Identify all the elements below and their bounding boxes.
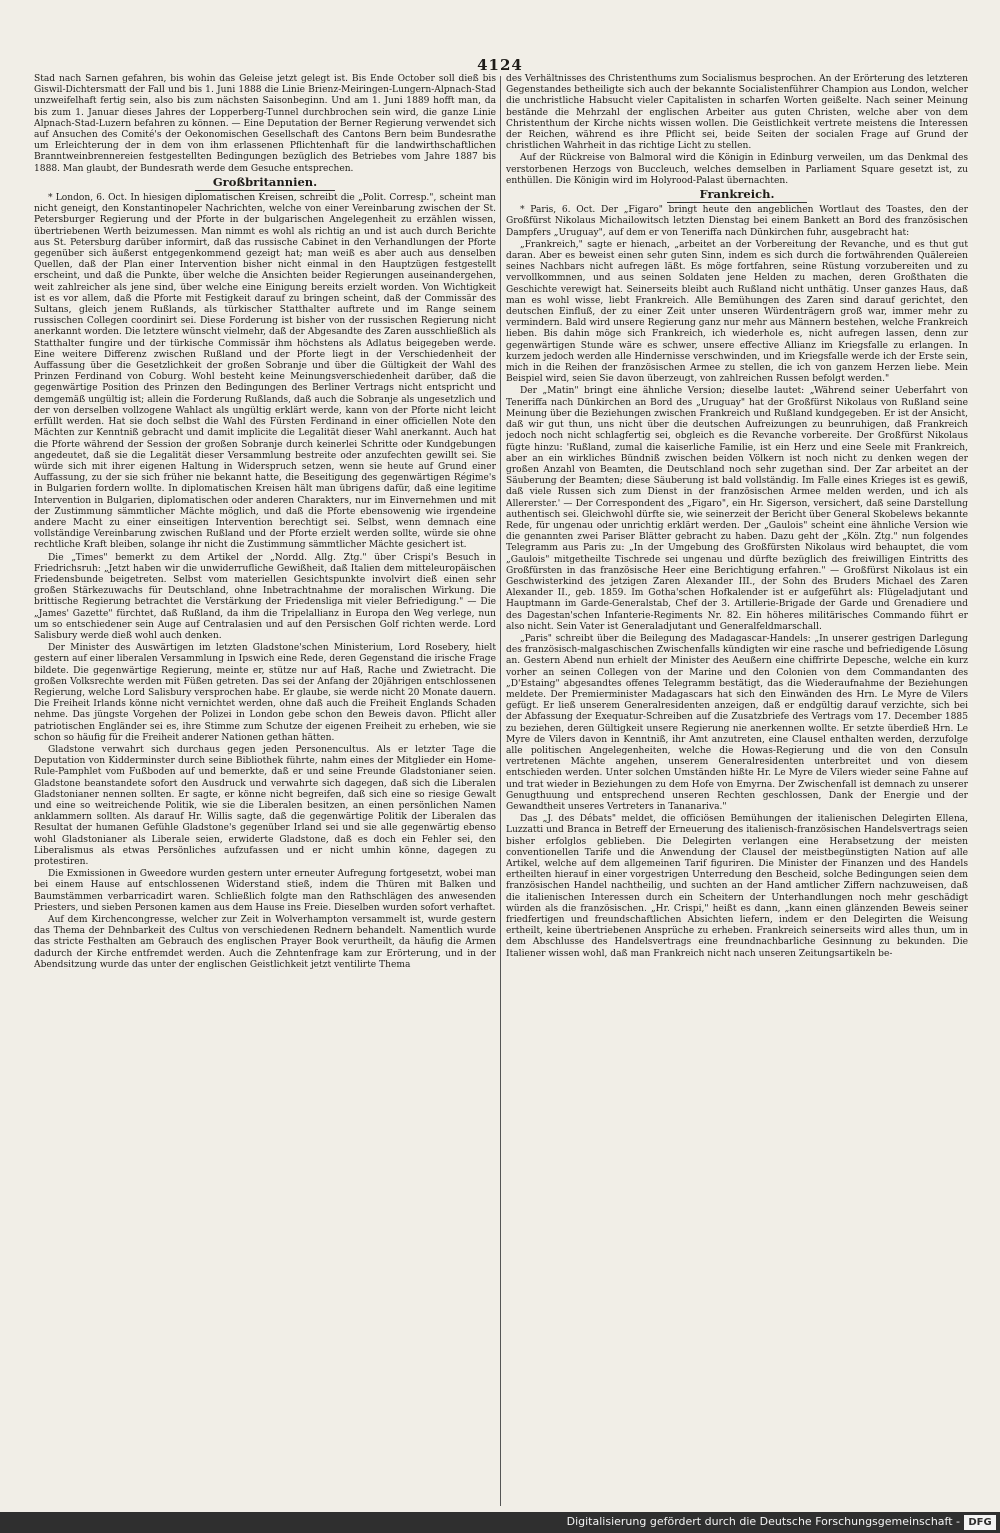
article-paragraph: des Verhältnisses des Christenthums zum Socialismus besprochen. An der Erörterung des letzteren Gegenstandes betheiligte sich auch der bekannte Socialistenführer Champion aus London, welcher die unchristliche Habsucht vieler Capitalisten in scharfen Worten geißelte. Nach seiner Meinung bestände die Mehrzahl der englischen Arbeiter aus guten Christen, welche aber von dem Christenthum der Kirche nichts wissen wollen. Die Geistlichkeit vertrete meistens die Interessen der Reichen, während es ihre Pflicht sei, beide Seiten der socialen Frage auf Grund der christlichen Wahrheit in das richtige Licht zu stellen.	[506, 74, 968, 152]
article-paragraph: Die „Times" bemerkt zu dem Artikel der „Nordd. Allg. Ztg." über Crispi's Besuch in Friedrichsruh: „Jetzt haben wir die unwiderrufliche Gewißheit, daß Italien dem mitteleuropäischen Friedensbunde beigetreten. Selbst vom materiellen Gesichtspunkte involvirt dieß einen sehr großen Stärkezuwachs für Deutschland, ohne Inbetrachtnahme der moralischen Wirkung. Die brittische Regierung betrachtet die Verstärkung der Friedensliga mit vieler Befriedigung." — Die „James' Gazette" fürchtet, daß Rußland, da ihm die Tripelallianz in Europa den Weg verlege, nun um so entschiedener sein Auge auf Centralasien und auf den Persischen Golf richten werde. Lord Salisbury werde dieß wohl auch denken.	[34, 552, 496, 641]
section-rule	[195, 190, 335, 191]
page-number: 4124	[477, 56, 523, 74]
article-paragraph: Stad nach Sarnen gefahren, bis wohin das Geleise jetzt gelegt ist. Bis Ende October soll dieß bis Giswil-Dichtersmatt der Fall und bis 1. Juni 1888 die Linie Brienz-Meiringen-Lungern-Alpnach-Stad unzweifelhaft fertig sein, also bis zum nächsten Saisonbeginn. Und am 1. Juni 1889 hofft man, da bis zum 1. Januar dieses Jahres der Lopperberg-Tunnel durchbrochen sein wird, die ganze Linie Alpnach-Stad-Luzern befahren zu können. — Eine Deputation der Berner Regierung verwendet sich auf Ansuchen des Comité's der Oekonomischen Gesellschaft des Cantons Bern beim Bundesrathe um Erleichterung der in dem von ihm erlassenen Pflichtenhaft für die landwirthschaftlichen Branntweinbrennereien festgestellten Bedingungen bezüglich des Betriebes vom Jahre 1887 bis 1888. Man glaubt, der Bundesrath werde dem Gesuche entsprechen.	[34, 74, 496, 174]
section-rule	[667, 202, 807, 203]
article-paragraph: * London, 6. Oct. In hiesigen diplomatischen Kreisen, schreibt die „Polit. Corresp.", scheint man nicht geneigt, den Konstantinopeler Nachrichten, welche von einer Vereinbarung zwischen der St. Petersburger Regierung und der Pforte in der bulgarischen Angelegenheit zu erzählen wissen, übertriebenen Werth beizumessen. Man nimmt es wohl als richtig an und ist auch durch Berichte aus St. Petersburg darüber informirt, daß das russische Cabinet in den Verhandlungen der Pforte gegenüber sich äußerst entgegenkommend gezeigt hat; man weiß es aber auch aus denselben Quellen, daß der Plan einer Intervention bisher nicht einmal in den Hauptzügen festgestellt erscheint, und daß die Punkte, über welche die Ansichten beider Regierungen auseinandergehen, weit zahlreicher als jene sind, über welche eine Einigung bereits erzielt worden. Von Wichtigkeit ist es vor allem, daß die Pforte mit Festigkeit darauf zu bringen scheint, daß der Commissär des Sultans, gleich jenem Rußlands, als türkischer Statthalter auftrete und im Range seinem russischen Collegen coordinirt sei. Diese Forderung ist bisher von der russischen Regierung nicht anerkannt worden. Die letztere wünscht vielmehr, daß der Abgesandte des Zaren ausschließlich als Statthalter fungire und der türkische Commissär ihm höchstens als Adlatus beigegeben werde. Eine weitere Differenz zwischen Rußland und der Pforte liegt in der Verschiedenheit der Auffassung über die Gesetzlichkeit der großen Sobranje und über die Gültigkeit der Wahl des Prinzen Ferdinand von Coburg. Wohl besteht keine Meinungsverschiedenheit darüber, daß die gegenwärtige Position des Prinzen den Bedingungen des Berliner Vertrags nicht entspricht und demgemäß ungültig ist; allein die Forderung Rußlands, daß auch die Sobranje als ungesetzlich und der von derselben vollzogene Wahlact als ungültig erklärt werde, kann von der Pforte nicht leicht erfüllt werden. Hat sie doch selbst die Wahl des Fürsten Ferdinand in einer officiellen Note den Mächten zur Kenntniß gebracht und damit implicite die Legalität dieser Wahl anerkannt. Auch hat die Pforte während der Session der großen Sobranje durch keinerlei Schritte oder Kundgebungen angedeutet, daß sie die Legalität dieser Versammlung bestreite oder anzufechten gewillt sei. Sie würde sich mit ihrer eigenen Haltung in Widerspruch setzen, wenn sie heute auf Grund einer Auffassung, zu der sie sich früher nie bekannt hatte, die Beseitigung des gegenwärtigen Régime's in Bulgarien fordern wollte. In diplomatischen Kreisen hält man übrigens dafür, daß eine legitime Intervention in Bulgarien, diplomatischen oder anderen Charakters, nur im Einvernehmen und mit der Zustimmung sämmtlicher Mächte möglich, und daß die Pforte ebensowenig wie irgendeine andere Macht zu einer einseitigen Intervention berechtigt sei. Selbst, wenn demnach eine vollständige Vereinbarung zwischen Rußland und der Pforte erzielt werden sollte, würde sie ohne rechtliche Kraft bleiben, solange ihr nicht die Zustimmung sämmtlicher Mächte gesichert ist.	[34, 193, 496, 551]
article-paragraph: „Frankreich," sagte er hienach, „arbeitet an der Vorbereitung der Revanche, und es thut gut daran. Aber es beweist einen sehr guten Sinn, indem es sich durch die fortwährenden Quälereien seines Nachbars nicht aufregen läßt. Es möge fortfahren, seine Rüstung vorzubereiten und zu vervollkommnen, und aus seinen Soldaten jene Helden zu machen, deren Großthaten die Geschichte verewigt hat. Seinerseits bleibt auch Rußland nicht unthätig. Unser ganzes Haus, daß man es wohl wisse, liebt Frankreich. Alle Bemühungen des Zaren sind darauf gerichtet, den deutschen Einfluß, der zu einer Zeit unter unseren Würdenträgern groß war, immer mehr zu vermindern. Bald wird unsere Regierung ganz nur mehr aus Männern bestehen, welche Frankreich lieben. Bis dahin möge sich Frankreich, ich wiederhole es, nicht aufregen lassen, denn zur gegenwärtigen Stunde wäre es schwer, unsere effective Allianz im Kriegsfalle zu erlangen. In kurzem jedoch werden alle Hindernisse verschwinden, und im Kriegsfalle werde ich der Erste sein, mich in die Reihen der französischen Armee zu stellen, die ich von ganzem Herzen liebe. Mein Beispiel wird, seien Sie davon überzeugt, von zahlreichen Russen befolgt werden."	[506, 239, 968, 385]
article-paragraph: Gladstone verwahrt sich durchaus gegen jeden Personencultus. Als er letzter Tage die Deputation von Kidderminster durch seine Bibliothek führte, nahm eines der Mitglieder ein Home-Rule-Pamphlet vom Fußboden auf und bemerkte, daß er und seine Freunde Gladstonianer seien. Gladstone beanstandete sofort den Ausdruck und verwahrte sich dagegen, daß sich die Liberalen Gladstonianer nennen sollten. Er sagte, er könne nicht begreifen, daß sich eine so riesige Gewalt und eine so weitreichende Politik, wie sie die Liberalen besitzen, an einen persönlichen Namen anklammern sollten. Als darauf Hr. Willis sagte, daß die gegenwärtige Politik der Liberalen das Resultat der humanen Gefühle Gladstone's gegenüber Irland sei und sie alle gegenwärtig ebenso wohl Gladstonianer als Liberale seien, erwiderte Gladstone, daß es doch ein Fehler sei, den Liberalismus als etwas Persönliches aufzufassen und er nicht umhin könne, dagegen zu protestiren.	[34, 744, 496, 868]
footer-credit: Digitalisierung gefördert durch die Deutsche Forschungsgemeinschaft -	[566, 1515, 960, 1528]
footer-bar	[0, 1512, 1000, 1533]
article-paragraph: Die Exmissionen in Gweedore wurden gestern unter erneuter Aufregung fortgesetzt, wobei man bei einem Hause auf entschlossenen Widerstand stieß, indem die Thüren mit Balken und Baumstämmen verbarricadirt waren. Schließlich folgte man den Rathschlägen des anwesenden Priesters, und sieben Personen kamen aus dem Hause ins Freie. Dieselben wurden sofort verhaftet.	[34, 869, 496, 913]
article-paragraph: Der „Matin" bringt eine ähnliche Version; dieselbe lautet: „Während seiner Ueberfahrt von Teneriffa nach Dünkirchen an Bord des „Uruguay" hat der Großfürst Nikolaus von Rußland seine Meinung über die Beziehungen zwischen Frankreich und Rußland kundgegeben. Er ist der Ansicht, daß wir gut thun, uns nicht über die deutschen Aufreizungen zu beunruhigen, daß Frankreich jedoch noch nicht schlagfertig sei, obgleich es die Revanche vorbereite. Der Großfürst Nikolaus fügte hinzu: 'Rußland, zumal die kaiserliche Familie, ist ein Herz und eine Seele mit Frankreich, aber an ein wirkliches Bündniß zwischen beiden Völkern ist noch nicht zu denken wegen der großen Anzahl von Beamten, die Deutschland noch sehr zugethan sind. Der Zar arbeitet an der Säuberung der Beamten; diese Säuberung ist bald vollständig. Im Falle eines Krieges ist es gewiß, daß viele Russen sich zum Dienst in der französischen Armee melden werden, und ich als Allererster.' — Der Correspondent des „Figaro", ein Hr. Sigerson, versichert, daß seine Darstellung authentisch sei. Gleichwohl dürfte sie, wie seinerzeit der Bericht über General Skobelews bekannte Rede, für ungenau oder unrichtig erklärt werden. Der „Gaulois" scheint eine ähnliche Version wie die genannten zwei Pariser Blätter gebracht zu haben. Dazu geht der „Köln. Ztg." nun folgendes Telegramm aus Paris zu: „In der Umgebung des Großfürsten Nikolaus wird behauptet, die vom „Gaulois" mitgetheilte Tischrede sei ungenau und dürfte bezüglich des freiwilligen Eintritts des Großfürsten in das französische Heer eine Berichtigung erfahren." — Großfürst Nikolaus ist ein Geschwisterkind des jetzigen Zaren Alexander III., der Sohn des Bruders Michael des Zaren Alexander II., geb. 1859. Im Gotha'schen Hofkalender ist er aufgeführt als: Flügeladjutant und Hauptmann im Garde-Generalstab, Chef der 3. Artillerie-Brigade der Garde und Grenadiere und des Dagestan'schen Infanterie-Regiments Nr. 82. Ein höheres militärisches Commando führt er also nicht. Sein Vater ist Generaladjutant und Generalfeldmarschall.	[506, 386, 968, 632]
article-paragraph: Das „J. des Débats" meldet, die officiösen Bemühungen der italienischen Delegirten Ellena, Luzzatti und Branca in Betreff der Erneuerung des italienisch-französischen Handelsvertrags seien bisher erfolglos geblieben. Die Delegirten verlangen eine Herabsetzung der meisten conventionellen Tarife und die Anwendung der Clausel der meistbegünstigten Nation auf alle Artikel, welche auf dem allgemeinen Tarif figuriren. Die Minister der Finanzen und des Handels ertheilten hierauf in einer vorgestrigen Unterredung den Bescheid, solche Bedingungen seien dem französischen Handel nachtheilig, und suchten an der Hand amtlicher Ziffern nachzuweisen, daß die italienischen Interessen durch ein Scheitern der Unterhandlungen noch mehr geschädigt würden als die französischen. „Hr. Crispi," heißt es dann, „kann einen glänzenden Beweis seiner friedfertigen und freundschaftlichen Absichten liefern, indem er den Delegirten die Weisung ertheilt, keine übertriebenen Ansprüche zu erheben. Frankreich seinerseits wird alles thun, um in dem Abschlusse des Handelsvertrags eine freundnachbarliche Gesinnung zu bekunden. Die Italiener wissen wohl, daß man Frankreich nicht nach unseren Zeitungsartikeln be-	[506, 814, 968, 959]
article-paragraph: * Paris, 6. Oct. Der „Figaro" bringt heute den angeblichen Wortlaut des Toastes, den der Großfürst Nikolaus Michailowitsch letzten Dienstag bei einem Bankett an Bord des französischen Dampfers „Uruguay", auf dem er von Teneriffa nach Dünkirchen fuhr, ausgebracht hat:	[506, 205, 968, 238]
right-column	[506, 74, 968, 1510]
article-paragraph: Auf der Rückreise von Balmoral wird die Königin in Edinburg verweilen, um das Denkmal des verstorbenen Herzogs von Buccleuch, welches demselben in Parliament Square gesetzt ist, zu enthüllen. Die Königin wird im Holyrood-Palast übernachten.	[506, 153, 968, 186]
column-divider	[500, 76, 501, 1506]
dfg-logo: DFG	[964, 1515, 996, 1530]
section-heading-grossbritannien: Großbritannien.	[212, 174, 318, 189]
article-paragraph: Der Minister des Auswärtigen im letzten Gladstone'schen Ministerium, Lord Rosebery, hielt gestern auf einer liberalen Versammlung in Ipswich eine Rede, deren Gegenstand die irische Frage bildete. Die gegenwärtige Regierung, meinte er, stütze nur auf Haß, Rache und Zwietracht. Die großen Volksrechte werden mit Füßen getreten. Das sei der Anfang der 20jährigen entschlossenen Regierung, welche Lord Salisbury versprochen habe. Er glaube, sie werde nicht 20 Monate dauern. Die Freiheit Irlands könne nicht vernichtet werden, ohne daß auch die Freiheit Englands Schaden nehme. Das jüngste Vorgehen der Polizei in London gebe schon den Beweis davon. Pflicht aller patriotischen Engländer sei es, ihre Stimme zum Schutze der eigenen Freiheit zu erheben, wie sie schon so häufig für die Freiheit anderer Nationen gethan hätten.	[34, 643, 496, 743]
article-paragraph: Auf dem Kirchencongresse, welcher zur Zeit in Wolverhampton versammelt ist, wurde gestern das Thema der Dehnbarkeit des Cultus von verschiedenen Rednern behandelt. Namentlich wurde das stricte Festhalten am Gebrauch des englischen Prayer Book verurtheilt, da häufig die Armen dadurch der Kirche entfremdet werden. Auch die Zehntenfrage kam zur Erörterung, und in der Abendsitzung wurde das unter der englischen Geistlichkeit jetzt ventilirte Thema	[34, 915, 496, 970]
left-column	[34, 74, 496, 1510]
article-paragraph: „Paris" schreibt über die Beilegung des Madagascar-Handels: „In unserer gestrigen Darlegung des französisch-malgaschischen Zwischenfalls kündigten wir eine rasche und befriedigende Lösung an. Gestern Abend nun erhielt der Minister des Aeußern eine chiffrirte Depesche, welche ein kurz vorher an seinen Collegen von der Marine und den Colonien von dem Commandanten des „D'Estaing" abgesandtes offenes Telegramm bestätigt, das die Wiederaufnahme der Beziehungen meldete. Der Premierminister Madagascars hat sich den Einwänden des Hrn. Le Myre de Vilers gefügt. Er ließ unserem Generalresidenten anzeigen, daß er endgültig darauf verzichte, sich bei der Abfassung der Exequatur-Schreiben auf die Zusatzbriefe des Vertrags vom 17. December 1885 zu beziehen, deren Gültigkeit unsere Regierung nie anerkennen wollte. Er setzte überdieß Hrn. Le Myre de Vilers davon in Kenntniß, ihr Amt anzutreten, eine Clausel enthalten werden, derzufolge alle politischen Angelegenheiten, welche die Howas-Regierung und die von den Consuln vertretenen Mächte angehen, unserem Generalresidenten unterbreitet und von diesem entschieden werden. Unter solchen Umständen hißte Hr. Le Myre de Vilers wieder seine Fahne auf und trat wieder in Beziehungen zu dem Hofe von Emyrna. Der Zwischenfall ist demnach zu unserer Genugthuung und entsprechend unseren Rechten geschlossen, Dank der Energie und der Gewandtheit unseres Vertreters in Tananariva."	[506, 633, 968, 812]
section-heading-frankreich: Frankreich.	[699, 187, 775, 202]
